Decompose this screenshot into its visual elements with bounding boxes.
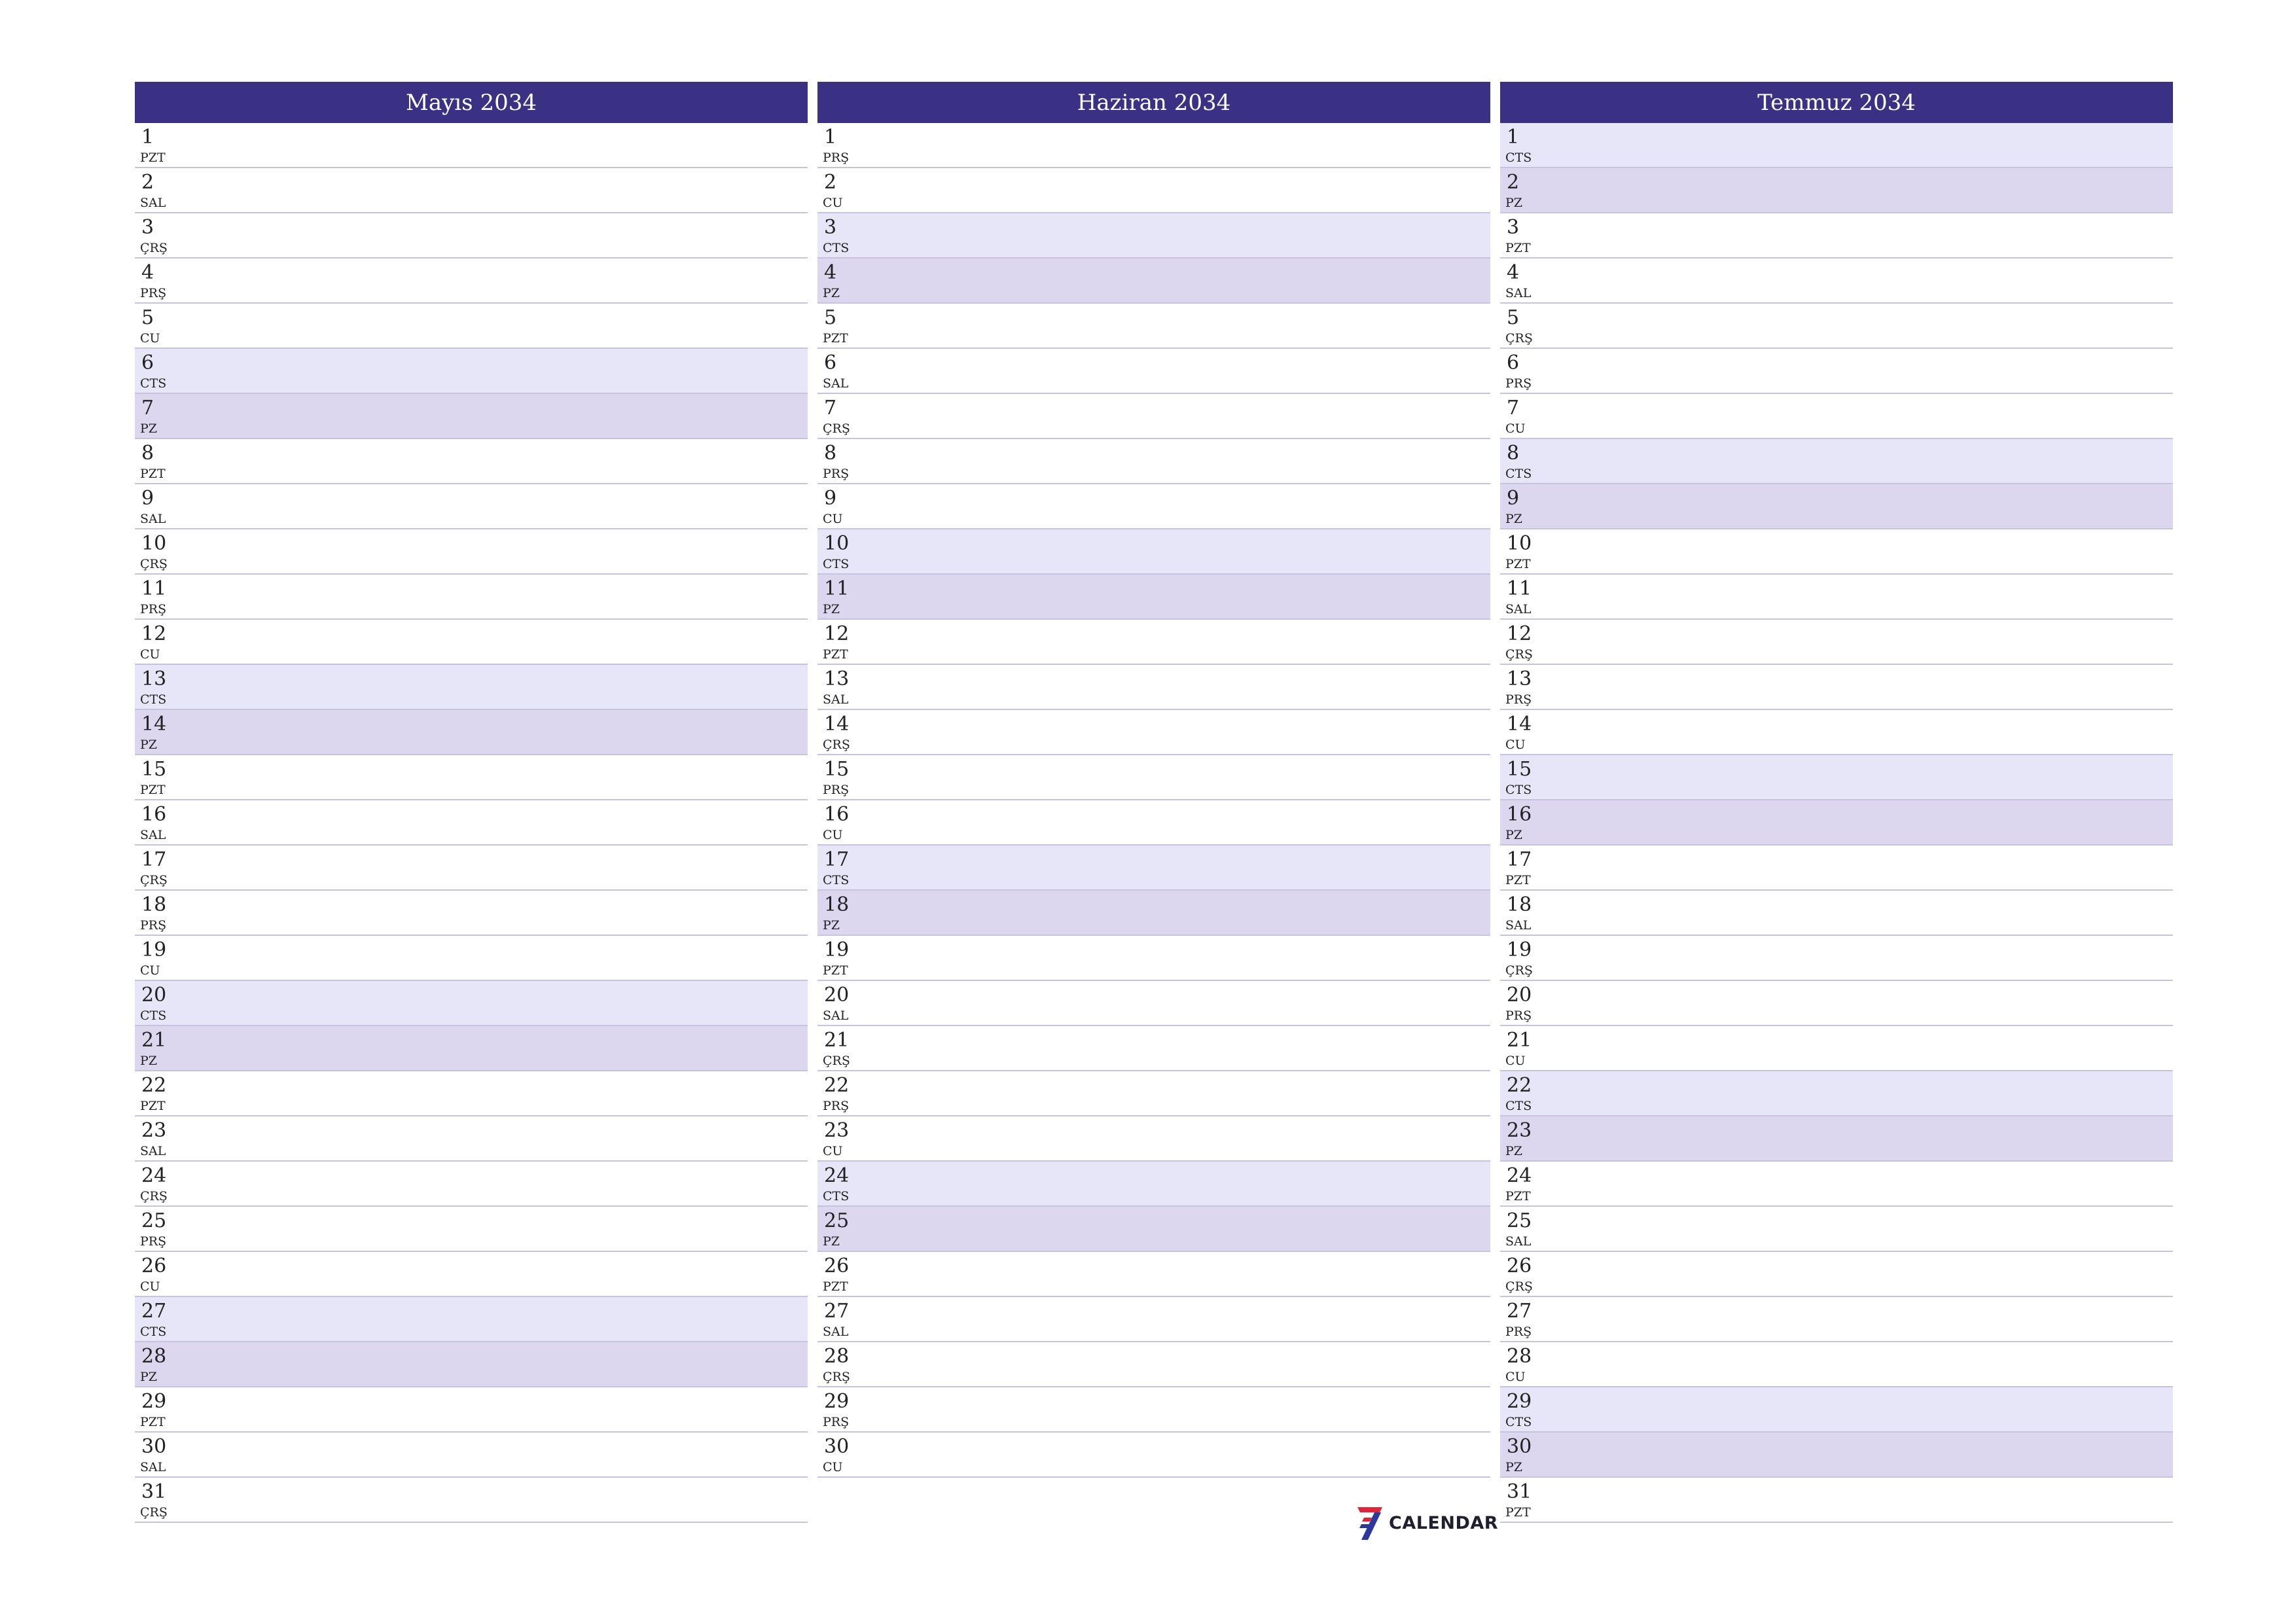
day-name: CTS [140, 376, 167, 391]
day-row [817, 394, 1490, 439]
day-number: 6 [141, 351, 154, 374]
day-number: 22 [1507, 1074, 1532, 1097]
day-number: 23 [824, 1119, 850, 1142]
day-row [1500, 1433, 2173, 1478]
day-number: 27 [824, 1300, 850, 1323]
day-name: ÇRŞ [1505, 331, 1533, 346]
day-number: 15 [1507, 758, 1532, 781]
day-row [817, 981, 1490, 1026]
calendar-logo [1355, 1503, 1498, 1543]
day-name: PRŞ [823, 1415, 850, 1429]
day-row [1500, 1387, 2173, 1433]
day-number: 27 [141, 1300, 167, 1323]
day-number: 19 [1507, 938, 1532, 961]
day-name: CU [823, 1144, 843, 1158]
day-name: PZ [140, 1370, 157, 1384]
day-row [135, 168, 808, 213]
day-number: 10 [824, 532, 850, 555]
day-row [1500, 1162, 2173, 1207]
day-name: SAL [823, 1325, 849, 1339]
day-row [817, 213, 1490, 259]
day-row [817, 259, 1490, 304]
day-name: ÇRŞ [823, 738, 850, 752]
day-name: PZT [823, 1279, 848, 1294]
day-name: CU [1505, 421, 1526, 436]
day-name: CU [1505, 738, 1526, 752]
day-number: 14 [141, 713, 167, 736]
day-row [135, 349, 808, 394]
day-name: PRŞ [1505, 692, 1532, 707]
day-number: 1 [824, 126, 837, 149]
day-number: 12 [1507, 622, 1532, 645]
day-name: SAL [140, 1144, 166, 1158]
day-name: PZ [1505, 1460, 1522, 1474]
day-row [135, 1071, 808, 1116]
logo-text: CALENDAR [1389, 1512, 1499, 1533]
day-name: CU [823, 512, 843, 526]
day-row [135, 620, 808, 665]
day-name: ÇRŞ [823, 421, 850, 436]
day-number: 6 [824, 351, 837, 374]
day-number: 9 [1507, 487, 1520, 510]
day-number: 23 [141, 1119, 167, 1142]
day-row [817, 168, 1490, 213]
day-name: PRŞ [823, 467, 850, 481]
day-number: 11 [824, 577, 850, 600]
day-number: 2 [141, 171, 154, 194]
day-row [1500, 981, 2173, 1026]
day-name: CTS [1505, 1099, 1532, 1113]
day-number: 16 [824, 803, 850, 826]
day-row [817, 529, 1490, 575]
day-row [1500, 846, 2173, 891]
day-number: 24 [1507, 1164, 1532, 1187]
day-row [817, 484, 1490, 529]
day-number: 19 [141, 938, 167, 961]
day-number: 9 [141, 487, 154, 510]
day-row [135, 123, 808, 168]
day-row [1500, 1071, 2173, 1116]
day-row [1500, 259, 2173, 304]
day-row [1500, 936, 2173, 981]
day-row [817, 936, 1490, 981]
day-number: 31 [141, 1480, 167, 1503]
day-number: 11 [141, 577, 167, 600]
day-row [1500, 1207, 2173, 1252]
day-number: 12 [141, 622, 167, 645]
day-name: PZ [140, 1054, 157, 1068]
day-row [1500, 484, 2173, 529]
day-number: 17 [824, 848, 850, 871]
day-number: 10 [1507, 532, 1532, 555]
day-row [135, 846, 808, 891]
day-name: PRŞ [823, 1099, 850, 1113]
day-number: 15 [141, 758, 167, 781]
day-number: 30 [1507, 1435, 1532, 1458]
day-row [135, 439, 808, 484]
day-number: 30 [141, 1435, 167, 1458]
day-number: 2 [1507, 171, 1520, 194]
day-name: PZ [823, 286, 840, 300]
day-name: ÇRŞ [140, 241, 168, 255]
day-row [817, 755, 1490, 800]
day-row [1500, 755, 2173, 800]
day-row [1500, 394, 2173, 439]
day-number: 3 [141, 216, 154, 239]
day-number: 25 [141, 1209, 167, 1232]
day-row [1500, 304, 2173, 349]
day-number: 4 [141, 261, 154, 284]
day-number: 26 [141, 1255, 167, 1277]
day-name: CTS [823, 557, 850, 571]
day-row [135, 891, 808, 936]
day-number: 10 [141, 532, 167, 555]
day-number: 28 [141, 1345, 167, 1368]
day-name: CU [823, 196, 843, 210]
day-number: 21 [824, 1029, 850, 1052]
day-name: PRŞ [140, 602, 167, 616]
day-row [817, 800, 1490, 846]
day-name: PZ [823, 1234, 840, 1249]
day-name: CU [140, 963, 160, 978]
month-column-may [135, 82, 808, 1523]
day-number: 22 [141, 1074, 167, 1097]
day-number: 7 [141, 397, 154, 419]
day-row [135, 981, 808, 1026]
day-number: 20 [1507, 984, 1532, 1007]
day-name: SAL [823, 1008, 849, 1023]
day-number: 28 [1507, 1345, 1532, 1368]
day-name: ÇRŞ [823, 1370, 850, 1384]
day-row [1500, 1342, 2173, 1387]
day-row [135, 484, 808, 529]
day-name: PZ [823, 918, 840, 933]
day-number: 31 [1507, 1480, 1532, 1503]
day-name: CTS [140, 1325, 167, 1339]
day-number: 7 [824, 397, 837, 419]
day-row [135, 1478, 808, 1523]
day-number: 5 [824, 306, 837, 329]
day-name: PZ [1505, 828, 1522, 842]
day-row [1500, 1026, 2173, 1071]
day-number: 24 [141, 1164, 167, 1187]
day-name: PZ [1505, 196, 1522, 210]
day-number: 25 [1507, 1209, 1532, 1232]
day-number: 20 [824, 984, 850, 1007]
day-number: 8 [1507, 442, 1520, 465]
day-name: PZ [823, 602, 840, 616]
day-name: SAL [140, 512, 166, 526]
day-name: SAL [1505, 918, 1532, 933]
day-number: 17 [141, 848, 167, 871]
day-number: 4 [824, 261, 837, 284]
day-row [1500, 1116, 2173, 1162]
day-name: SAL [823, 692, 849, 707]
day-number: 21 [141, 1029, 167, 1052]
day-number: 8 [824, 442, 837, 465]
day-number: 25 [824, 1209, 850, 1232]
day-row [1500, 168, 2173, 213]
day-number: 16 [1507, 803, 1532, 826]
day-name: CU [823, 1460, 843, 1474]
day-name: CU [1505, 1054, 1526, 1068]
day-name: CTS [140, 692, 167, 707]
day-number: 26 [824, 1255, 850, 1277]
day-row [1500, 575, 2173, 620]
day-number: 4 [1507, 261, 1520, 284]
day-number: 14 [1507, 713, 1532, 736]
day-name: CU [823, 828, 843, 842]
day-row [135, 1116, 808, 1162]
day-row [817, 1297, 1490, 1342]
day-name: CTS [1505, 783, 1532, 797]
day-row [1500, 123, 2173, 168]
day-name: PRŞ [1505, 1008, 1532, 1023]
day-row [1500, 213, 2173, 259]
day-list [1500, 123, 2173, 1523]
day-name: CTS [823, 1189, 850, 1204]
day-row [817, 123, 1490, 168]
day-number: 21 [1507, 1029, 1532, 1052]
day-row [1500, 529, 2173, 575]
day-number: 24 [824, 1164, 850, 1187]
day-number: 18 [1507, 893, 1532, 916]
day-name: PZT [823, 647, 848, 662]
day-name: PRŞ [823, 783, 850, 797]
day-number: 29 [141, 1390, 167, 1413]
day-row [135, 1433, 808, 1478]
day-name: SAL [140, 196, 166, 210]
day-name: PRŞ [1505, 376, 1532, 391]
day-row [135, 1026, 808, 1071]
day-row [1500, 1478, 2173, 1523]
day-name: PZT [1505, 1189, 1531, 1204]
day-row [135, 1297, 808, 1342]
day-number: 7 [1507, 397, 1520, 419]
day-number: 3 [1507, 216, 1520, 239]
day-row [1500, 1252, 2173, 1297]
day-number: 16 [141, 803, 167, 826]
day-number: 22 [824, 1074, 850, 1097]
month-title: Haziran 2034 [817, 82, 1490, 123]
month-column-june [817, 82, 1490, 1478]
day-name: PRŞ [140, 1234, 167, 1249]
day-number: 13 [824, 668, 850, 690]
day-name: SAL [140, 1460, 166, 1474]
day-name: PRŞ [140, 286, 167, 300]
day-number: 8 [141, 442, 154, 465]
day-name: ÇRŞ [1505, 1279, 1533, 1294]
day-row [135, 800, 808, 846]
day-name: PZT [1505, 557, 1531, 571]
seven-logo-icon [1355, 1503, 1385, 1543]
day-row [1500, 349, 2173, 394]
day-name: ÇRŞ [823, 1054, 850, 1068]
day-row [817, 575, 1490, 620]
day-name: PZ [1505, 1144, 1522, 1158]
day-name: PZT [1505, 1505, 1531, 1520]
day-row [135, 394, 808, 439]
day-row [135, 1162, 808, 1207]
day-list [817, 123, 1490, 1478]
day-name: ÇRŞ [140, 1189, 168, 1204]
day-number: 17 [1507, 848, 1532, 871]
day-name: SAL [823, 376, 849, 391]
day-row [817, 1116, 1490, 1162]
day-name: CU [140, 331, 160, 346]
day-number: 13 [1507, 668, 1532, 690]
day-row [817, 620, 1490, 665]
day-row [817, 1026, 1490, 1071]
day-name: CU [140, 1279, 160, 1294]
day-row [817, 891, 1490, 936]
day-number: 1 [141, 126, 154, 149]
day-row [135, 304, 808, 349]
day-number: 26 [1507, 1255, 1532, 1277]
day-number: 30 [824, 1435, 850, 1458]
day-name: SAL [1505, 286, 1532, 300]
day-number: 15 [824, 758, 850, 781]
month-title: Mayıs 2034 [135, 82, 808, 123]
day-number: 19 [824, 938, 850, 961]
day-number: 5 [141, 306, 154, 329]
day-row [135, 1207, 808, 1252]
day-name: PZT [140, 151, 166, 165]
day-row [817, 1207, 1490, 1252]
day-number: 3 [824, 216, 837, 239]
day-row [817, 1162, 1490, 1207]
day-number: 18 [824, 893, 850, 916]
day-name: PZT [140, 467, 166, 481]
day-number: 28 [824, 1345, 850, 1368]
day-name: CTS [1505, 467, 1532, 481]
day-row [817, 439, 1490, 484]
day-number: 18 [141, 893, 167, 916]
day-row [817, 1342, 1490, 1387]
day-row [1500, 439, 2173, 484]
day-number: 20 [141, 984, 167, 1007]
day-row [135, 259, 808, 304]
day-name: PZT [140, 1415, 166, 1429]
day-list [135, 123, 808, 1523]
day-number: 5 [1507, 306, 1520, 329]
day-row [817, 1433, 1490, 1478]
day-name: PRŞ [823, 151, 850, 165]
day-number: 9 [824, 487, 837, 510]
day-row [135, 710, 808, 755]
day-row [135, 936, 808, 981]
day-name: SAL [1505, 1234, 1532, 1249]
day-name: ÇRŞ [1505, 963, 1533, 978]
day-name: ÇRŞ [140, 1505, 168, 1520]
day-row [817, 304, 1490, 349]
day-row [135, 755, 808, 800]
day-name: ÇRŞ [140, 557, 168, 571]
day-name: CU [140, 647, 160, 662]
day-row [1500, 891, 2173, 936]
day-number: 13 [141, 668, 167, 690]
day-number: 14 [824, 713, 850, 736]
day-row [817, 846, 1490, 891]
day-number: 11 [1507, 577, 1532, 600]
day-row [1500, 800, 2173, 846]
day-row [1500, 665, 2173, 710]
day-name: PZ [1505, 512, 1522, 526]
day-number: 1 [1507, 126, 1520, 149]
day-name: CTS [823, 241, 850, 255]
day-name: PZT [140, 783, 166, 797]
day-name: SAL [140, 828, 166, 842]
day-name: CTS [140, 1008, 167, 1023]
day-row [135, 213, 808, 259]
day-name: PRŞ [140, 918, 167, 933]
day-name: PZT [140, 1099, 166, 1113]
day-row [135, 575, 808, 620]
day-row [817, 1252, 1490, 1297]
day-name: SAL [1505, 602, 1532, 616]
day-row [817, 665, 1490, 710]
day-name: PZT [823, 963, 848, 978]
day-name: CTS [823, 873, 850, 887]
day-row [1500, 620, 2173, 665]
month-title: Temmuz 2034 [1500, 82, 2173, 123]
day-number: 23 [1507, 1119, 1532, 1142]
day-name: CU [1505, 1370, 1526, 1384]
day-row [1500, 1297, 2173, 1342]
day-number: 2 [824, 171, 837, 194]
day-row [135, 1252, 808, 1297]
day-row [135, 1387, 808, 1433]
day-row [817, 1387, 1490, 1433]
day-number: 29 [1507, 1390, 1532, 1413]
day-row [817, 349, 1490, 394]
day-number: 27 [1507, 1300, 1532, 1323]
day-number: 12 [824, 622, 850, 645]
day-name: PZT [1505, 873, 1531, 887]
day-name: CTS [1505, 1415, 1532, 1429]
day-name: ÇRŞ [1505, 647, 1533, 662]
day-name: ÇRŞ [140, 873, 168, 887]
day-name: PZ [140, 421, 157, 436]
day-number: 6 [1507, 351, 1520, 374]
day-name: PZ [140, 738, 157, 752]
day-row [135, 529, 808, 575]
day-row [817, 710, 1490, 755]
day-row [135, 1342, 808, 1387]
day-number: 29 [824, 1390, 850, 1413]
day-name: PZT [1505, 241, 1531, 255]
day-row [817, 1071, 1490, 1116]
month-column-july [1500, 82, 2173, 1523]
day-name: PRŞ [1505, 1325, 1532, 1339]
day-name: PZT [823, 331, 848, 346]
day-row [1500, 710, 2173, 755]
day-name: CTS [1505, 151, 1532, 165]
day-row [135, 665, 808, 710]
